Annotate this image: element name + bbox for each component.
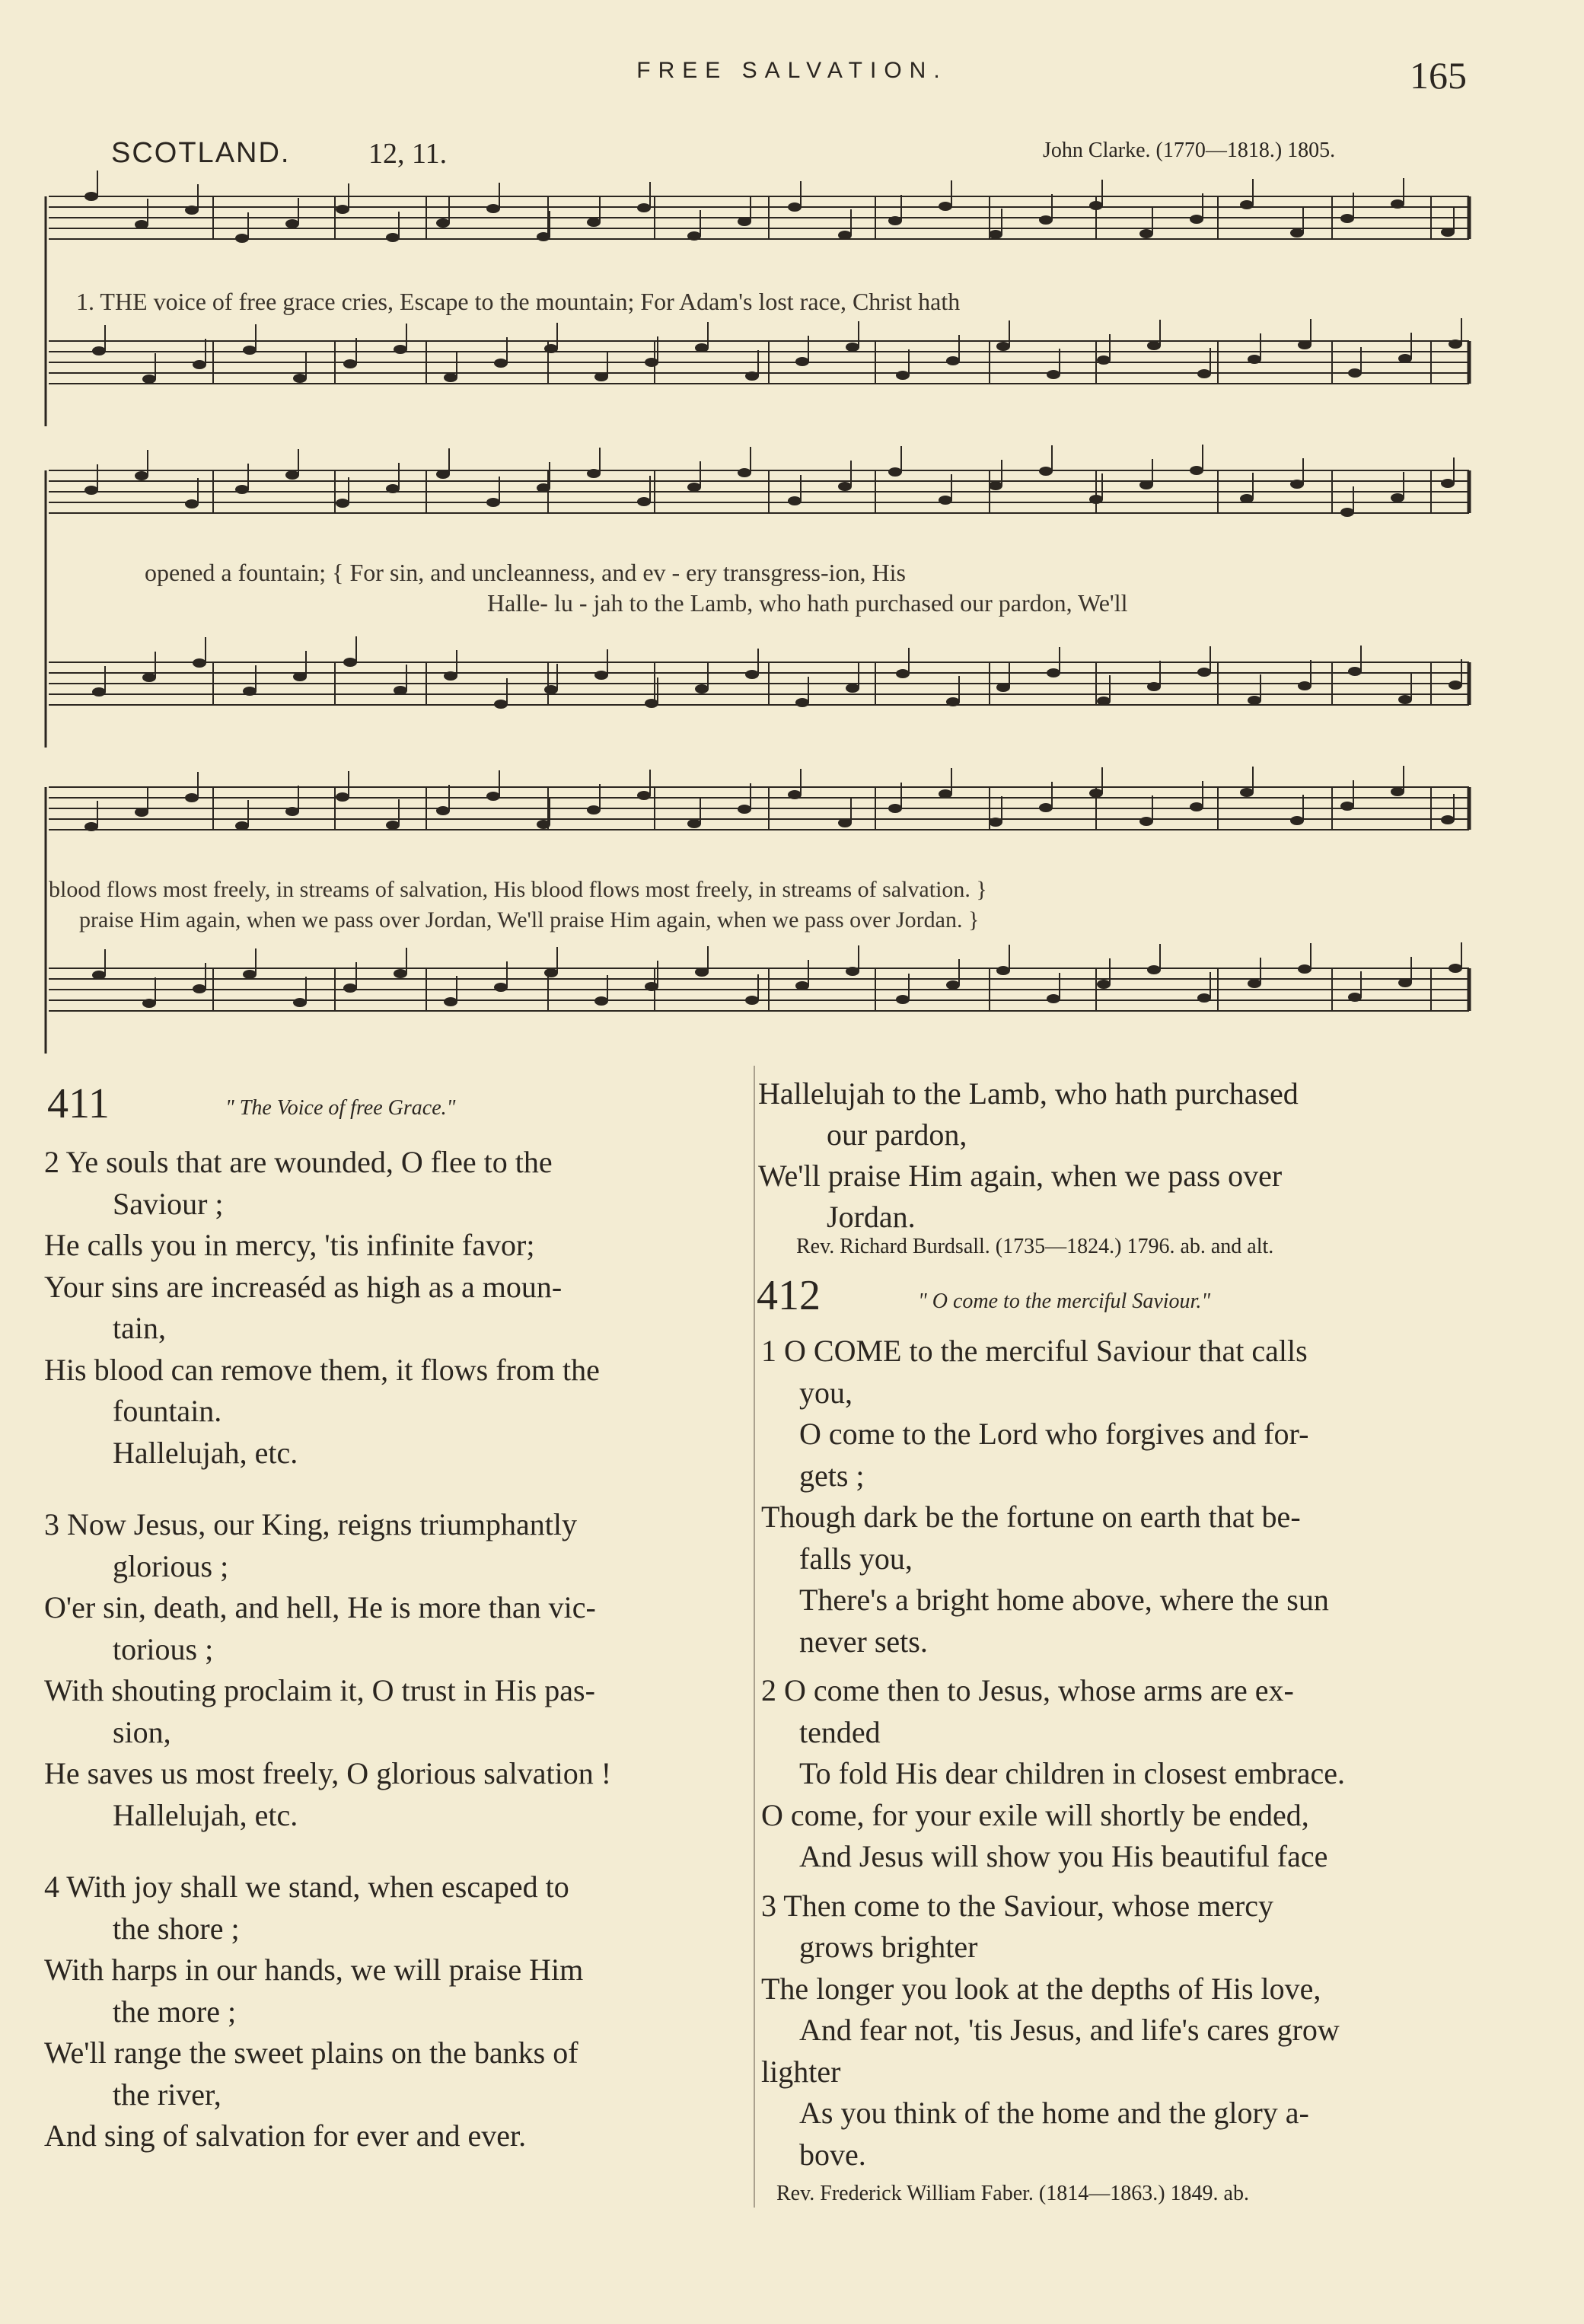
note-head: [1449, 340, 1462, 349]
verse-line: 2 Ye souls that are wounded, O flee to the: [44, 1145, 553, 1179]
note-head: [989, 818, 1002, 827]
verse-line: O'er sin, death, and hell, He is more than vic-: [44, 1590, 596, 1624]
note-head: [394, 345, 407, 354]
note-head: [537, 232, 550, 241]
note-head: [788, 496, 802, 505]
note-head: [745, 371, 759, 381]
note-head: [386, 484, 400, 493]
verse-line: 4 With joy shall we stand, when escaped to: [44, 1870, 569, 1904]
verse-line: sion,: [113, 1714, 171, 1749]
verse-line: lighter: [761, 2054, 841, 2089]
note-head: [1290, 480, 1304, 489]
note-head: [1348, 667, 1362, 676]
note-head: [336, 792, 349, 802]
note-head: [587, 469, 601, 478]
note-head: [896, 669, 910, 678]
note-head: [1298, 964, 1312, 974]
note-head: [1047, 668, 1060, 677]
note-head: [695, 343, 709, 352]
verse-line: the shore ;: [113, 1911, 240, 1946]
note-head: [444, 373, 457, 382]
verse-line: The longer you look at the depths of His love,: [761, 1971, 1321, 2006]
verse-line: our pardon,: [827, 1117, 967, 1152]
note-head: [343, 359, 357, 368]
note-head: [1340, 508, 1354, 517]
verse-line: We'll range the sweet plains on the banks of: [44, 2035, 578, 2070]
note-head: [1441, 479, 1455, 488]
verse-line: There's a bright home above, where the sun: [799, 1583, 1329, 1617]
verse-line: He calls you in mercy, 'tis infinite favor;: [44, 1228, 535, 1262]
note-head: [989, 230, 1002, 239]
verse-line: Jordan.: [827, 1200, 916, 1234]
verse-line: O come, for your exile will shortly be ended,: [761, 1797, 1309, 1832]
score-lyric-line: Halle- lu - jah to the Lamb, who hath purchased our pardon, We'll: [487, 589, 1128, 617]
note-head: [494, 983, 508, 992]
note-head: [745, 996, 759, 1005]
hymn-number: 411: [47, 1080, 110, 1127]
note-head: [1197, 668, 1211, 677]
score-lyric-line: blood flows most freely, in streams of salvation, His blood flows most freely, in streams of salvation. }: [49, 877, 987, 902]
verse-line: Hallelujah, etc.: [113, 1435, 298, 1470]
note-head: [1298, 340, 1312, 349]
note-head: [142, 375, 156, 384]
note-head: [293, 998, 307, 1007]
note-head: [939, 202, 952, 211]
note-head: [537, 820, 550, 829]
note-head: [1097, 980, 1111, 989]
verse-line: 3 Then come to the Saviour, whose mercy: [761, 1888, 1274, 1923]
note-head: [637, 791, 651, 800]
note-head: [687, 819, 701, 828]
note-head: [142, 673, 156, 682]
note-head: [1047, 370, 1060, 379]
note-head: [1097, 697, 1111, 706]
hymn-number: 412: [757, 1272, 821, 1319]
note-head: [637, 203, 651, 212]
note-head: [343, 658, 357, 667]
verse-line: With harps in our hands, we will praise Him: [44, 1953, 584, 1987]
verse-line: And fear not, 'tis Jesus, and life's cares grow: [799, 2013, 1340, 2047]
verse-line: falls you,: [799, 1541, 913, 1576]
score-lyric-line: opened a fountain; { For sin, and uncleanness, and ev - ery transgress-ion, His: [145, 559, 906, 586]
note-head: [888, 467, 902, 477]
verse-line: 1 O COME to the merciful Saviour that calls: [761, 1334, 1308, 1368]
note-head: [336, 205, 349, 214]
note-head: [1340, 214, 1354, 223]
note-head: [1240, 200, 1254, 209]
note-head: [846, 684, 859, 693]
note-head: [1290, 816, 1304, 825]
verse-line: Saviour ;: [113, 1186, 224, 1221]
note-head: [135, 471, 148, 480]
note-head: [84, 192, 98, 201]
hymn-411-credit: Rev. Richard Burdsall. (1735—1824.) 1796. ab. and alt.: [796, 1235, 1274, 1258]
verse-line: With shouting proclaim it, O trust in His pas-: [44, 1673, 595, 1707]
verse-line: never sets.: [799, 1624, 928, 1659]
note-head: [1248, 979, 1261, 988]
verse-line: Hallelujah to the Lamb, who hath purchased: [758, 1076, 1299, 1111]
note-head: [494, 700, 508, 709]
verse-line: glorious ;: [113, 1548, 229, 1583]
note-head: [537, 483, 550, 493]
verse-line: O come to the Lord who forgives and for-: [799, 1417, 1309, 1451]
note-head: [1190, 466, 1203, 475]
note-head: [1391, 493, 1404, 502]
note-head: [645, 699, 658, 708]
note-head: [235, 821, 249, 830]
note-head: [645, 358, 658, 367]
note-head: [1298, 681, 1312, 690]
note-head: [838, 231, 852, 240]
note-head: [838, 818, 852, 827]
verse-line: fountain.: [113, 1394, 222, 1428]
note-head: [1248, 355, 1261, 364]
note-head: [193, 658, 206, 668]
note-head: [386, 821, 400, 830]
composer-credit: John Clarke. (1770—1818.) 1805.: [1043, 139, 1336, 162]
verse-line: gets ;: [799, 1458, 865, 1493]
note-head: [587, 805, 601, 815]
tune-name: SCOTLAND.: [111, 137, 291, 169]
note-head: [946, 980, 960, 990]
verse-line: As you think of the home and the glory a-: [799, 2096, 1309, 2130]
note-head: [243, 346, 257, 355]
note-head: [386, 233, 400, 242]
note-head: [846, 967, 859, 976]
verse-line: 3 Now Jesus, our King, reigns triumphantly: [44, 1507, 577, 1541]
note-head: [1139, 480, 1153, 489]
hymn-subtitle: " The Voice of free Grace.": [225, 1096, 456, 1120]
verse-line: Hallelujah, etc.: [113, 1797, 298, 1832]
note-head: [1147, 341, 1161, 350]
verse-line: grows brighter: [799, 1930, 978, 1964]
note-head: [795, 981, 809, 990]
note-head: [1248, 696, 1261, 705]
note-head: [235, 234, 249, 243]
note-head: [1449, 681, 1462, 690]
note-head: [1190, 802, 1203, 811]
note-head: [896, 371, 910, 380]
note-head: [695, 968, 709, 977]
hymn-412-credit: Rev. Frederick William Faber. (1814—1863.) 1849. ab.: [776, 2182, 1249, 2205]
note-head: [1190, 215, 1203, 224]
tune-meter: 12, 11.: [368, 138, 448, 170]
note-head: [1449, 964, 1462, 973]
note-head: [92, 346, 106, 355]
note-head: [1240, 788, 1254, 797]
verse-line: torious ;: [113, 1631, 214, 1666]
note-head: [687, 231, 701, 241]
note-head: [846, 343, 859, 352]
note-head: [1348, 993, 1362, 1002]
verse-line: And sing of salvation for ever and ever.: [44, 2118, 527, 2153]
note-head: [1089, 495, 1103, 504]
note-head: [1147, 682, 1161, 691]
note-head: [946, 356, 960, 365]
verse-line: Your sins are increaséd as high as a moun-: [44, 1269, 563, 1304]
column-divider: [754, 1066, 755, 2208]
note-head: [235, 485, 249, 494]
verse-line: His blood can remove them, it flows from the: [44, 1352, 600, 1387]
note-head: [185, 499, 199, 508]
note-head: [1391, 199, 1404, 209]
note-head: [293, 672, 307, 681]
note-head: [1139, 817, 1153, 826]
note-head: [989, 481, 1002, 490]
verse-line: the river,: [113, 2077, 222, 2112]
note-head: [544, 968, 558, 977]
note-head: [1398, 354, 1412, 363]
note-head: [92, 971, 106, 980]
note-head: [687, 483, 701, 492]
note-head: [788, 790, 802, 799]
note-head: [594, 671, 608, 680]
score-lyric-line: 1. THE voice of free grace cries, Escape to the mountain; For Adam's lost race, Christ hath: [76, 288, 961, 315]
note-head: [1197, 993, 1211, 1003]
note-head: [243, 687, 257, 696]
note-head: [293, 374, 307, 383]
note-head: [738, 468, 751, 477]
note-head: [92, 687, 106, 697]
note-head: [946, 697, 960, 706]
note-head: [939, 789, 952, 799]
note-head: [486, 792, 500, 801]
note-head: [185, 793, 199, 802]
verse-line: the more ;: [113, 1994, 237, 2029]
note-head: [84, 822, 98, 831]
note-head: [1039, 215, 1053, 225]
note-head: [1340, 802, 1354, 811]
note-head: [1097, 355, 1111, 365]
verse-line: And Jesus will show you His beautiful face: [799, 1839, 1328, 1873]
verse-line: 2 O come then to Jesus, whose arms are ex-: [761, 1673, 1294, 1707]
verse-line: tended: [799, 1714, 881, 1749]
note-head: [193, 360, 206, 369]
verse-line: tain,: [113, 1311, 166, 1345]
page-number: 165: [1410, 54, 1467, 97]
note-head: [436, 806, 450, 815]
note-head: [1398, 695, 1412, 704]
verse-line: He saves us most freely, O glorious salvation !: [44, 1756, 612, 1790]
note-head: [185, 206, 199, 215]
note-head: [343, 983, 357, 993]
note-head: [788, 202, 802, 212]
verse-line: you,: [799, 1375, 853, 1410]
note-head: [1139, 229, 1153, 238]
hymn-subtitle: " O come to the merciful Saviour.": [918, 1290, 1211, 1313]
note-head: [142, 999, 156, 1008]
note-head: [1047, 994, 1060, 1003]
note-head: [594, 372, 608, 381]
note-head: [896, 995, 910, 1004]
note-head: [193, 984, 206, 993]
verse-line: To fold His dear children in closest embrace.: [799, 1756, 1345, 1790]
note-head: [745, 670, 759, 679]
note-head: [888, 804, 902, 813]
note-head: [795, 357, 809, 366]
note-head: [494, 359, 508, 368]
verse-line: bove.: [799, 2137, 866, 2172]
note-head: [1039, 467, 1053, 476]
note-head: [838, 482, 852, 491]
note-head: [394, 686, 407, 695]
verse-line: We'll praise Him again, when we pass over: [758, 1159, 1283, 1193]
note-head: [1197, 369, 1211, 378]
verse-line: Though dark be the fortune on earth that be-: [761, 1500, 1301, 1534]
note-head: [738, 217, 751, 226]
note-head: [645, 982, 658, 991]
note-head: [285, 219, 299, 228]
note-head: [1089, 201, 1103, 210]
note-head: [243, 970, 257, 979]
note-head: [996, 966, 1010, 975]
note-head: [486, 204, 500, 213]
note-head: [1240, 494, 1254, 503]
note-head: [285, 807, 299, 816]
note-head: [486, 498, 500, 507]
note-head: [135, 808, 148, 817]
note-head: [587, 218, 601, 227]
note-head: [939, 496, 952, 505]
note-head: [135, 220, 148, 229]
note-head: [336, 499, 349, 508]
music-score: [0, 0, 1584, 1066]
note-head: [996, 342, 1010, 351]
score-lyric-line: praise Him again, when we pass over Jordan, We'll praise Him again, when we pass over Jordan. }: [79, 907, 980, 932]
note-head: [84, 486, 98, 495]
note-head: [695, 684, 709, 693]
note-head: [544, 344, 558, 353]
note-head: [795, 698, 809, 707]
note-head: [888, 216, 902, 225]
note-head: [444, 671, 457, 681]
note-head: [436, 218, 450, 228]
note-head: [1398, 978, 1412, 987]
note-head: [1441, 815, 1455, 824]
note-head: [444, 997, 457, 1006]
note-head: [1039, 803, 1053, 812]
note-head: [996, 683, 1010, 692]
note-head: [1147, 965, 1161, 974]
running-head: FREE SALVATION.: [636, 58, 948, 83]
note-head: [1391, 787, 1404, 796]
note-head: [1348, 368, 1362, 378]
note-head: [1089, 789, 1103, 798]
note-head: [1290, 228, 1304, 238]
note-head: [637, 497, 651, 506]
note-head: [738, 805, 751, 814]
note-head: [544, 685, 558, 694]
note-head: [285, 470, 299, 480]
note-head: [1441, 228, 1455, 237]
note-head: [436, 470, 450, 479]
note-head: [594, 996, 608, 1006]
note-head: [394, 969, 407, 978]
